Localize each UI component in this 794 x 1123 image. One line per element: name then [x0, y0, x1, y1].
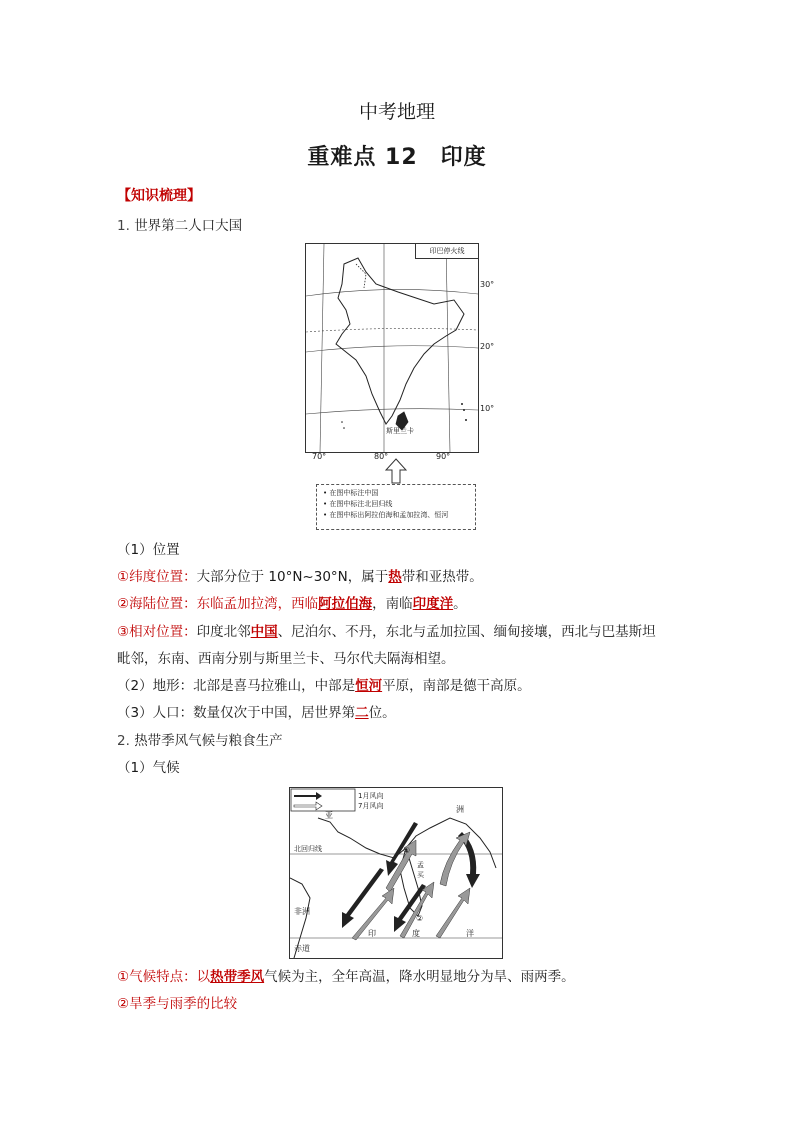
latitude-position: ①纬度位置：大部分位于 10°N~30°N，属于热带和亚热带。: [117, 569, 483, 585]
note-item: • 在图中标注中国: [323, 489, 379, 497]
label-mai: 买: [417, 871, 424, 879]
note-item: • 在图中标出阿拉伯海和孟加拉湾、恒河: [323, 511, 449, 519]
relative-position-line2: 毗邻，东南、西南分别与斯里兰卡、马尔代夫隔海相望。: [117, 651, 455, 667]
india-map-graphic: [306, 244, 478, 452]
document-title: 中考地理: [358, 101, 435, 123]
terrain-line: （2）地形：北部是喜马拉雅山，中部是恒河平原，南部是德干高原。: [117, 678, 531, 694]
season-compare-heading: ②旱季与雨季的比较: [117, 996, 238, 1012]
relative-position-line1: ③相对位置：印度北邻中国、尼泊尔、不丹，东北与孟加拉国、缅甸接壤，西北与巴基斯坦: [117, 624, 656, 640]
sri-lanka-label: 斯里兰卡: [386, 427, 414, 435]
item-2: 2. 热带季风气候与粮食生产: [117, 733, 283, 749]
label-circle-1: ①: [403, 846, 411, 855]
climate-heading: （1）气候: [117, 760, 180, 776]
lat-label-30: 30°: [480, 280, 495, 289]
label-du: 度: [412, 929, 420, 938]
lat-label-20: 20°: [480, 342, 495, 351]
label-continent: 洲: [456, 805, 464, 814]
label-meng: 孟: [417, 861, 424, 869]
legend-january: 1月风向: [358, 792, 384, 800]
monsoon-wind-map: [289, 787, 503, 959]
arrow-up-icon: [385, 458, 407, 484]
lon-label-80: 80°: [374, 452, 389, 461]
ceasefire-legend-label: 印巴停火线: [429, 247, 465, 255]
label-tropic: 北回归线: [294, 845, 322, 853]
label-asia: 亚: [325, 811, 333, 820]
label-circle-2: ②: [416, 914, 424, 923]
document-subtitle: 重难点 12 印度: [307, 145, 487, 170]
ceasefire-legend: [415, 244, 478, 259]
map-task-notes: [316, 484, 476, 530]
lon-label-90: 90°: [436, 452, 451, 461]
label-yang: 洋: [466, 929, 474, 938]
position-heading: （1）位置: [117, 542, 180, 558]
sea-land-position: ②海陆位置：东临孟加拉湾，西临阿拉伯海，南临印度洋。: [117, 596, 467, 612]
climate-feature: ①气候特点：以热带季风气候为主，全年高温，降水明显地分为旱、雨两季。: [117, 969, 575, 985]
note-item: • 在图中标注北回归线: [323, 500, 393, 508]
item-1-text: 世界第二人口大国: [134, 218, 243, 234]
population-line: （3）人口：数量仅次于中国，居世界第二位。: [117, 705, 396, 721]
section-label: 【知识梳理】: [117, 188, 201, 204]
india-location-map: [305, 243, 495, 461]
lat-label-10: 10°: [480, 404, 495, 413]
legend-july: 7月风向: [358, 802, 384, 810]
item-1: [117, 217, 242, 235]
label-equator: 赤道: [294, 944, 310, 953]
label-yin: 印: [368, 929, 376, 938]
lon-label-70: 70°: [312, 452, 327, 461]
label-africa: 非洲: [294, 907, 310, 916]
item-1-number: 1.: [117, 218, 130, 234]
